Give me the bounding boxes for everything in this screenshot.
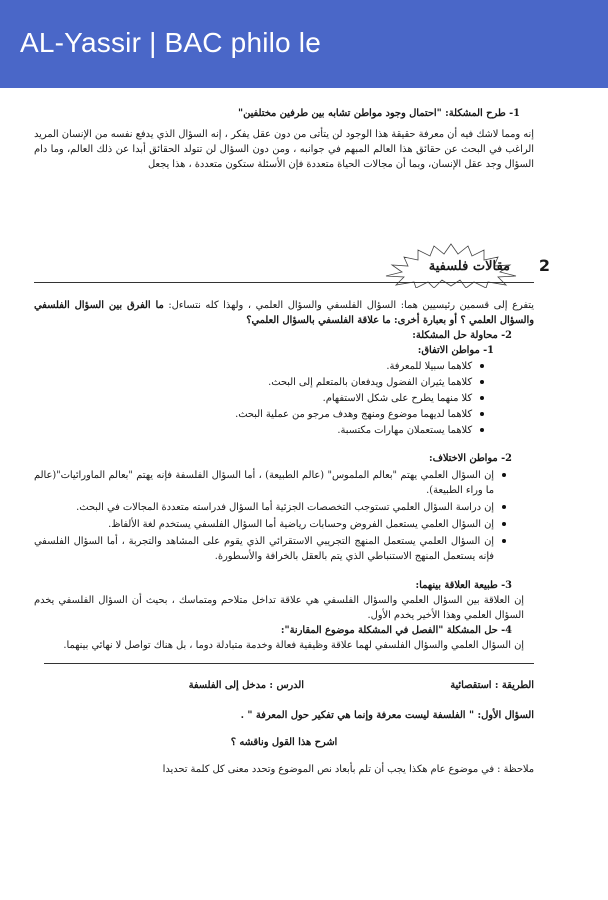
relation-heading: 3- طبيعة العلاقة بينهما:	[415, 580, 512, 591]
list-item: إن السؤال العلمي يهتم "بعالم الملموس" (عالم الطبيعة) ، أما السؤال الفلسفة فإنه يهتم "بعالم الماورائيات"(عالم ما وراء الطبيعة).	[34, 468, 506, 498]
app-title: AL-Yassir | BAC philo le	[20, 27, 322, 58]
difference-list	[34, 468, 506, 564]
note: ملاحظة : في موضوع عام هكذا يجب أن تلم بأبعاد نص الموضوع وتحدد معنى كل كلمة تحديدا	[162, 764, 534, 775]
list-item: إن دراسة السؤال العلمي تستوجب التخصصات الجزئية أما السؤال فدراسته متعددة المجالات في البحث.	[34, 500, 506, 515]
instruction: اشرح هذا القول وناقشه ؟	[230, 737, 338, 748]
section1-heading: 1- طرح المشكلة: "احتمال وجود مواطن تشابه بين طرفين مختلفين"	[238, 108, 520, 119]
solution-text: إن السؤال العلمي والسؤال الفلسفي لهما علاقة وظيفية فعالة وخدمة متبادلة دوما ، بل هناك تواصل لا نهائي بينهما.	[63, 640, 524, 651]
difference-heading: 2- مواطن الاختلاف:	[429, 453, 512, 464]
agreement-list	[34, 359, 484, 438]
lesson-label: الدرس : مدخل إلى الفلسفة	[188, 680, 304, 691]
list-item: كلاهما لديهما موضوع ومنهج وهدف مرجو من عملية البحث.	[34, 407, 484, 422]
section-number: 2	[538, 256, 550, 275]
section2-intro: يتفرع إلى قسمين رئيسيين هما: السؤال الفلسفي والسؤال العلمي ، ولهذا كله نتساءل:	[168, 300, 534, 311]
relation-text: إن العلاقة بين السؤال العلمي والسؤال الفلسفي هي علاقة تداخل متلاحم ومتماسك ، بحيث أن السؤال الفلسفي يخدم السؤال العلمي وهذا الأخير يخدم الأول.	[34, 595, 524, 621]
list-item: إن السؤال العلمي يستعمل الفروض وحسابات رياضية أما السؤال الفلسفي يستخدم لغة الألفاظ.	[34, 517, 506, 532]
agreement-heading: 1- مواطن الاتفاق:	[417, 345, 494, 356]
list-item: إن السؤال العلمي يستعمل المنهج التجريبي الاستقرائي الذي يقوم على المشاهد والتجربة ، أما السؤال الفلسفي فإنه يستعمل المنهج الاستنباطي الذي يتم بالعقل بالخرافة والأسطورة.	[34, 534, 506, 564]
document-page[interactable]	[0, 88, 608, 900]
section1-paragraph: إنه ومما لاشك فيه أن معرفة حقيقة هذا الوجود لن يتأتى من دون عقل يفكر ، إنه السؤال الذي يدفع نفسه من الإنسان المريد الراغب في البحث عن حقائق هذا العالم المبهم في جوانبه ، ومن دون السؤال لن تتولد الحقائق أبدا عن ذلك العالم، وما دام السؤال وجد عقل الإنسان، وبما أن مجالات الحياة متعددة فإن الأسئلة ستكون متعددة ، هذا يجعل	[34, 129, 534, 170]
list-item: كلاهما يثيران الفضول ويدفعان بالمتعلم إلى البحث.	[34, 375, 484, 390]
divider	[34, 282, 534, 283]
attempt-heading: 2- محاولة حل المشكلة:	[412, 330, 512, 341]
list-item: كلاهما يستعملان مهارات مكتسبة.	[34, 423, 484, 438]
list-item: كلاهما سبيلا للمعرفة.	[34, 359, 484, 374]
solution-heading: 4- حل المشكلة "الفصل في المشكلة موضوع المقارنة":	[280, 625, 512, 636]
method-label: الطريقة : استقصائية	[450, 680, 534, 691]
list-item: كلا منهما يطرح على شكل الاستفهام.	[34, 391, 484, 406]
section2-heading	[34, 252, 550, 292]
divider	[44, 663, 534, 664]
app-bar	[0, 0, 608, 88]
document-content	[34, 106, 550, 777]
lesson-info	[34, 678, 534, 708]
section2-question: ما الفرق بين السؤال الفلسفي والسؤال العلمي ؟ أو بعبارة أخرى: ما علاقة الفلسفي بالسؤال العلمي؟	[34, 300, 534, 326]
section2-title: مقالات فلسفية	[428, 259, 510, 274]
first-question: السؤال الأول: " الفلسفة ليست معرفة وإنما هي تفكير حول المعرفة " .	[240, 710, 534, 721]
